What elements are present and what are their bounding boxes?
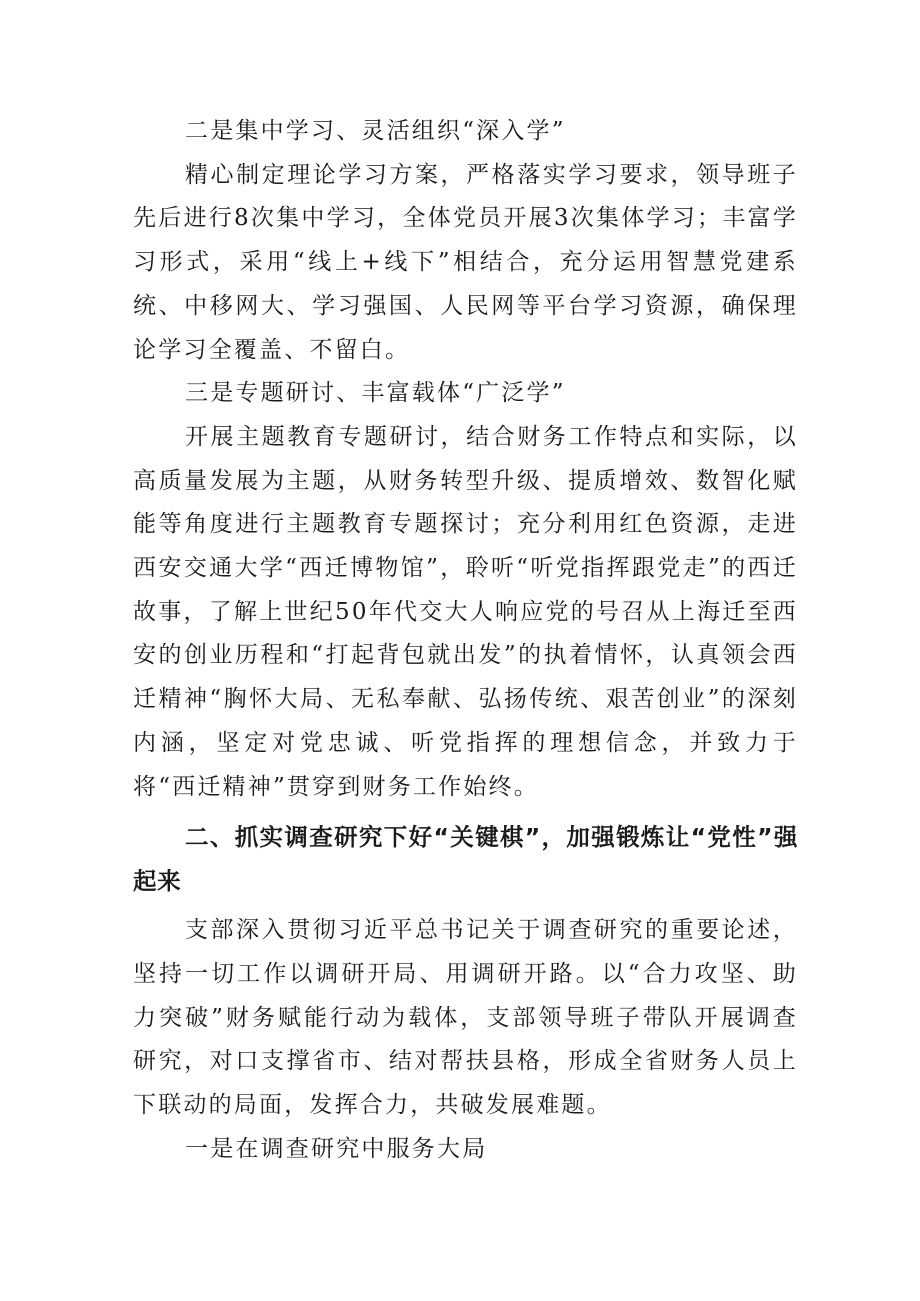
document-body <box>133 110 798 1171</box>
paragraph-investigation: 支部深入贯彻习近平总书记关于调查研究的重要论述，坚持一切工作以调研开局、用调研开路。以“合力攻坚、助力突破”财务赋能行动为载体，支部领导班子带队开展调查研究，对口支撑省市、结对帮扶县格，形成全省财务人员上下联动的局面，发挥合力，共破发展难题。 <box>133 917 798 1119</box>
section-heading-investigation-research: 二、抓实调查研究下好“关键棋”，加强锻炼让“党性”强起来 <box>133 823 798 896</box>
sub-heading-centralized-study: 二是集中学习、灵活组织“深入学” <box>185 118 566 144</box>
paragraph-study-plan: 精心制定理论学习方案，严格落实学习要求，领导班子先后进行8次集中学习，全体党员开展3次集体学习；丰富学习形式，采用“线上+线下”相结合，充分运用智慧党建系统、中移网大、学习强国、人民网等平台学习资源，确保理论学习全覆盖、不留白。 <box>133 161 798 363</box>
sub-heading-special-seminar: 三是专题研讨、丰富载体“广泛学” <box>185 380 566 407</box>
paragraph-xiqian-spirit: 开展主题教育专题研讨，结合财务工作特点和实际，以高质量发展为主题，从财务转型升级、提质增效、数智化赋能等角度进行主题教育专题探讨；充分利用红色资源，走进西安交通大学“西迁博物馆”，聆听“听党指挥跟党走”的西迁故事，了解上世纪50年代交大人响应党的号召从上海迁至西安的创业历程和“打起背包就出发”的执着情怀，认真领会西迁精神“胸怀大局、无私奉献、弘扬传统、艰苦创业”的深刻内涵，坚定对党忠诚、听党指挥的理想信念，并致力于将“西迁精神”贯穿到财务工作始终。 <box>133 423 798 800</box>
sub-heading-serve-overall: 一是在调查研究中服务大局 <box>185 1135 488 1162</box>
